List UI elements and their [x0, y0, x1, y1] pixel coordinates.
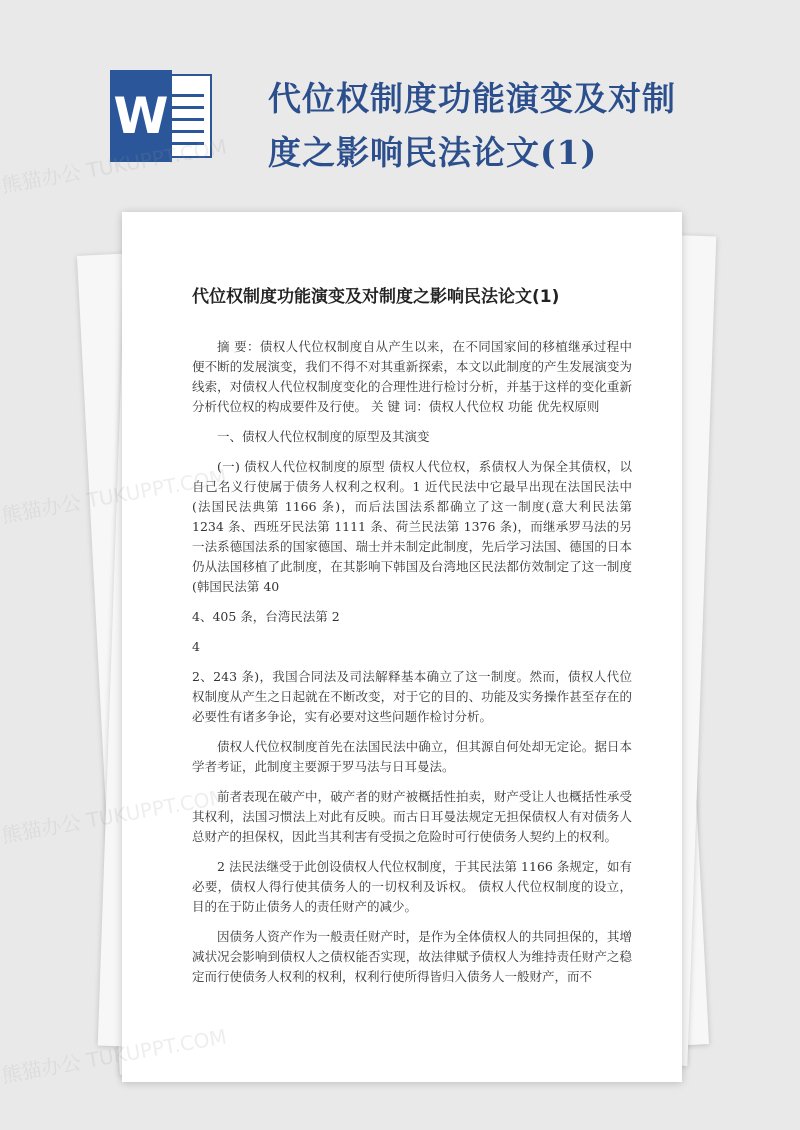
document-content — [192, 282, 632, 997]
body-paragraph: 4 — [192, 639, 200, 654]
banner — [0, 0, 800, 205]
body-paragraph: 债权人代位权制度首先在法国民法中确立，但其源自何处却无定论。据日本学者考证，此制度主要源于罗马法与日耳曼法。 — [192, 739, 632, 774]
word-document-icon — [110, 70, 215, 162]
section-heading: 一、债权人代位权制度的原型及其演变 — [217, 429, 430, 444]
document-title: 代位权制度功能演变及对制度之影响民法论文(1) — [192, 287, 560, 307]
document-page — [122, 212, 682, 1082]
watermark-text: 熊猫办公 TUKUPPT.COM — [0, 134, 229, 198]
banner-title: 代位权制度功能演变及对制度之影响民法论文(1) — [268, 79, 676, 172]
watermark-text: 熊猫办公 TUKUPPT.COM — [0, 1024, 229, 1088]
body-paragraph: 前者表现在破产中，破产者的财产被概括性拍卖，财产受让人也概括性承受其权利，法国习惯法上对此有反映。而古日耳曼法规定无担保债权人有对债务人总财产的担保权，因此当其利害有受损之危险时可行使债务人契约上的权利。 — [192, 789, 632, 844]
abstract-paragraph: 摘 要：债权人代位权制度自从产生以来，在不同国家间的移植继承过程中便不断的发展演变，我们不得不对其重新探索，本文以此制度的产生发展演变为线索，对债权人代位权制度变化的合理性进行检讨分析，并基于这样的变化重新分析代位权的构成要件及行使。 关 键 词：债权人代位权 功能 优先权原则 — [192, 339, 632, 414]
body-paragraph: (一) 债权人代位权制度的原型 债权人代位权，系债权人为保全其债权，以自己名义行使属于债务人权利之权利。1 近代民法中它最早出现在法国民法中(法国民法典第 1166 条)，而后法国法系都确立了这一制度(意大利民法第 1234 条、西班牙民法第 1111 条、荷兰民法第 1376 条)，而继承罗马法的另一法系德国法系的国家德国、瑞士并未制定此制度，先后学习法国、德国的日本仍从法国移植了此制度，在其影响下韩国及台湾地区民法都仿效制定了这一制度(韩国民法第 40 — [192, 459, 632, 594]
body-paragraph: 4、405 条，台湾民法第 2 — [192, 609, 340, 624]
body-paragraph: 2、243 条)，我国合同法及司法解释基本确立了这一制度。然而，债权人代位权制度从产生之日起就在不断改变，对于它的目的、功能及实务操作甚至存在的必要性有诸多争论，实有必要对这些问题作检讨分析。 — [192, 669, 632, 724]
watermark-text: 熊猫办公 — [0, 490, 83, 528]
body-paragraph: 因债务人资产作为一般责任财产时，是作为全体债权人的共同担保的，其增减状况会影响到债权人之债权能否实现，故法律赋予债权人为维持责任财产之稳定而行使债务人权利的权利，权利行使所得皆归入债务人一般财产，而不 — [192, 929, 632, 984]
body-paragraph: 2 法民法继受于此创设债权人代位权制度，于其民法第 1166 条规定，如有必要，债权人得行使其债务人的一切权利及诉权。 债权人代位权制度的设立，目的在于防止债务人的责任财产的减少。 — [192, 859, 632, 914]
watermark-text: 熊猫办公 — [0, 810, 83, 848]
word-icon-badge: W — [110, 70, 172, 162]
